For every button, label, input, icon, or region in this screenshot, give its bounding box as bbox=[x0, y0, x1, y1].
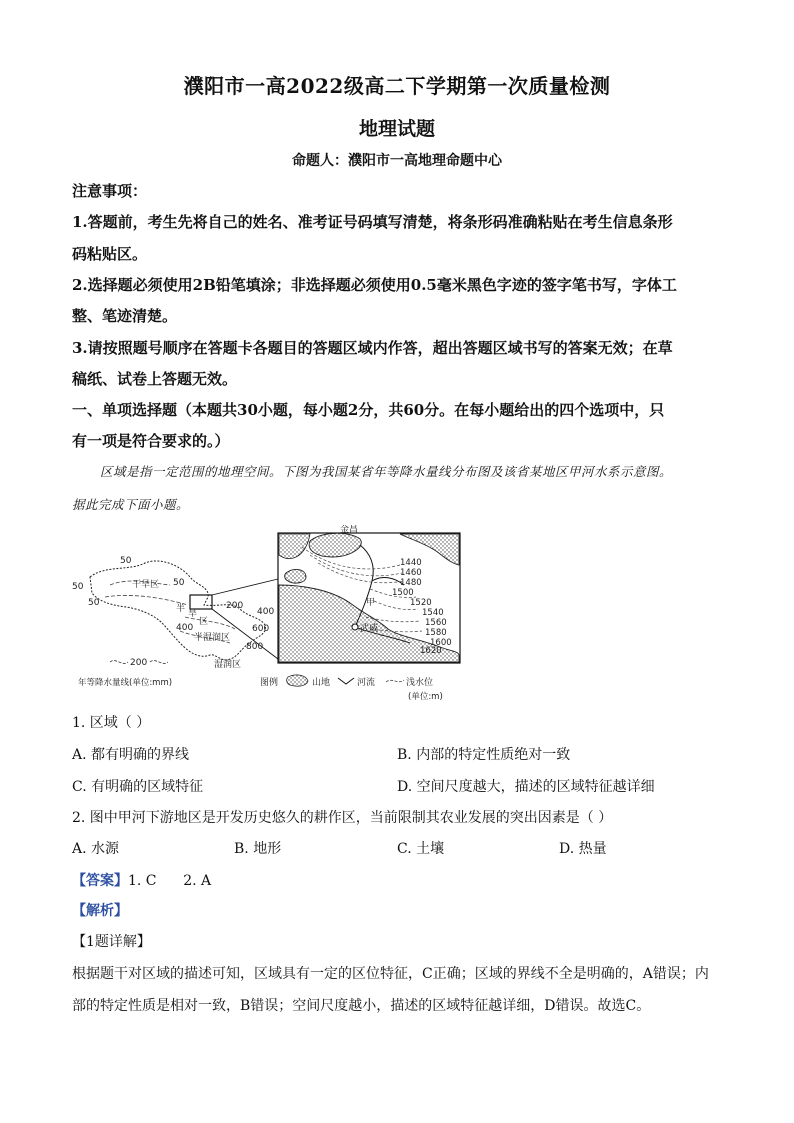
precipitation-map-figure bbox=[70, 525, 470, 705]
iso-label-400a: 400 bbox=[176, 623, 194, 633]
analysis-line-2: 部的特定性质是相对一致，B错误；空间尺度越小，描述的区域特征越详细，D错误。故选C。 bbox=[72, 998, 651, 1014]
contour-label: 1540 bbox=[422, 608, 444, 618]
notes-heading: 注意事项： bbox=[72, 182, 148, 200]
note-2-line-1: 2.选择题必须使用2B铅笔填涂；非选择题必须使用0.5毫米黑色字迹的签字笔书写，字体工 bbox=[72, 276, 677, 294]
note-1-line-1: 1.答题前，考生先将自己的姓名、准考证号码填写清楚，将条形码准确粘贴在考生信息条形 bbox=[72, 213, 673, 231]
answer-label: 【答案】 bbox=[72, 873, 128, 889]
intro-line-2: 据此完成下面小题。 bbox=[72, 497, 190, 512]
note-3-line-2: 稿纸、试卷上答题无效。 bbox=[72, 370, 238, 388]
semiarid-label-1: 半 bbox=[176, 604, 186, 614]
question-1-option-c[interactable]: C. 有明确的区域特征 bbox=[72, 779, 204, 795]
contour-label: 1520 bbox=[410, 598, 432, 608]
semiarid-label-2: 旱 bbox=[188, 609, 198, 619]
legend-river: 河流 bbox=[357, 678, 376, 688]
semiarid-label-3: 区 bbox=[199, 617, 209, 627]
jinchang-label: 金昌 bbox=[340, 525, 359, 535]
contour-label: 1440 bbox=[400, 558, 422, 568]
iso-label-400b: 400 bbox=[257, 607, 275, 617]
intro-line-1: 区域是指一定范围的地理空间。下图为我国某省年等降水量线分布图及该省某地区甲河水系示意图。 bbox=[100, 464, 673, 479]
question-2-option-d[interactable]: D. 热量 bbox=[559, 841, 607, 857]
humid-zone-label: 湿润区 bbox=[214, 660, 242, 670]
contour-label: 1500 bbox=[392, 588, 414, 598]
question-2-option-a[interactable]: A. 水源 bbox=[72, 841, 120, 857]
author-line: 命题人：濮阳市一高地理命题中心 bbox=[292, 153, 502, 169]
answer-text: 1. C 2. A bbox=[128, 873, 212, 889]
isohyet-legend-line bbox=[110, 661, 128, 664]
question-2-option-c[interactable]: C. 土壤 bbox=[397, 841, 445, 857]
note-1-line-2: 码粘贴区。 bbox=[72, 245, 148, 263]
contour-label: 1580 bbox=[425, 628, 447, 638]
legend-mountain: 山地 bbox=[312, 678, 331, 688]
question-2-option-b[interactable]: B. 地形 bbox=[234, 841, 282, 857]
question-1-option-a[interactable]: A. 都有明确的界线 bbox=[72, 747, 190, 763]
river-jia-label: 甲 bbox=[366, 598, 376, 608]
arid-zone-label: 干旱区 bbox=[132, 580, 160, 590]
iso-label-200: 200 bbox=[226, 601, 244, 611]
note-3-line-1: 3.请按照题号顺序在答题卡各题目的答题区域内作答，超出答题区域书写的答案无效；在草 bbox=[72, 339, 673, 357]
legend-unit: (单位:m) bbox=[408, 692, 443, 702]
exam-title: 濮阳市一高2022级高二下学期第一次质量检测 bbox=[183, 74, 611, 98]
analysis-sub-label: 【1题详解】 bbox=[72, 934, 151, 950]
iso-label-600: 600 bbox=[252, 624, 270, 634]
section-heading-line-1: 一、单项选择题（本题共30小题，每小题2分，共60分。在每小题给出的四个选项中，只 bbox=[72, 401, 665, 419]
mountain-near-jinchang bbox=[309, 533, 361, 557]
answer-line bbox=[72, 870, 211, 890]
iso-label-50d: 50 bbox=[88, 598, 100, 608]
wuwei-city-marker bbox=[352, 624, 358, 630]
analysis-line-1: 根据题干对区域的描述可知，区域具有一定的区位特征，C正确；区域的界线不全是明确的，A错误；内 bbox=[72, 966, 709, 982]
contour-label: 1480 bbox=[400, 578, 422, 588]
section-heading-line-2: 有一项是符合要求的。） bbox=[72, 432, 230, 450]
contour-label: 1560 bbox=[425, 618, 447, 628]
question-1-option-d[interactable]: D. 空间尺度越大，描述的区域特征越详细 bbox=[397, 779, 655, 795]
inset-locator-box bbox=[190, 595, 212, 609]
isohyet-legend-line-right bbox=[150, 661, 168, 664]
legend-water-level: 浅水位 bbox=[406, 678, 434, 688]
question-2-stem: 2. 图中甲河下游地区是开发历史悠久的耕作区，当前限制其农业发展的突出因素是（ ） bbox=[72, 810, 613, 826]
iso-label-50b: 50 bbox=[173, 578, 185, 588]
analysis-label: 【解析】 bbox=[72, 903, 128, 919]
contour-label: 1600 bbox=[430, 638, 452, 648]
contour-label: 1460 bbox=[400, 568, 422, 578]
wuwei-label: 武威 bbox=[360, 624, 379, 634]
river-legend-icon bbox=[338, 678, 354, 684]
semihumid-zone-label: 半湿润区 bbox=[194, 633, 231, 643]
iso-label-50c: 50 bbox=[72, 582, 84, 592]
water-level-legend-icon bbox=[386, 680, 404, 682]
iso-label-50a: 50 bbox=[120, 556, 132, 566]
question-1-stem: 1. 区域（ ） bbox=[72, 715, 151, 731]
note-2-line-2: 整、笔迹清楚。 bbox=[72, 307, 178, 325]
isohyet-legend-text: 年等降水量线(单位:mm) bbox=[78, 678, 173, 688]
question-1-option-b[interactable]: B. 内部的特定性质绝对一致 bbox=[397, 747, 571, 763]
mountain-legend-icon bbox=[287, 675, 308, 686]
isohyet-legend-value: 200 bbox=[130, 658, 148, 668]
legend-title: 图例 bbox=[260, 678, 279, 688]
subject-title: 地理试题 bbox=[358, 118, 435, 140]
iso-label-800: 800 bbox=[246, 642, 264, 652]
contour-label: 1620 bbox=[420, 646, 442, 656]
